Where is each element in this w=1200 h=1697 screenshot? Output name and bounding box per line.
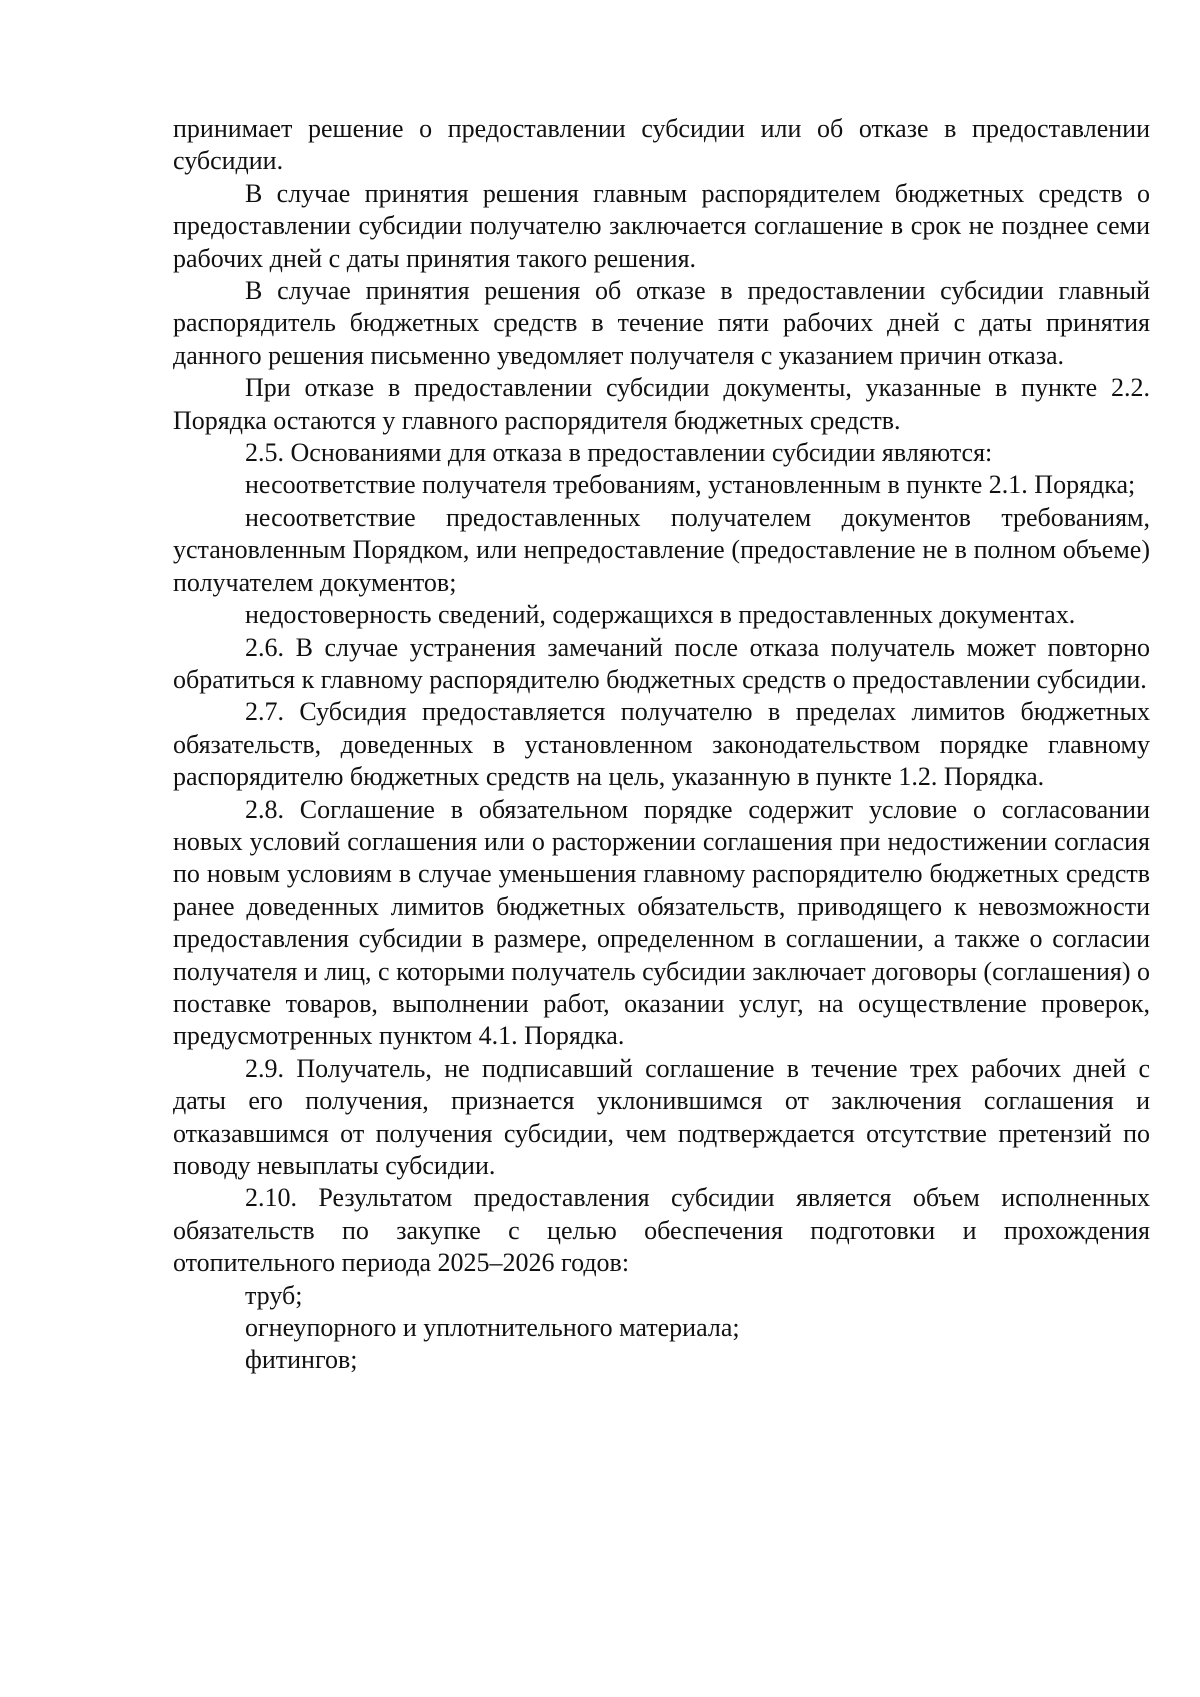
paragraph: несоответствие получателя требованиям, установленным в пункте 2.1. Порядка; [245,470,1136,500]
paragraph: 2.10. Результатом предоставления субсидии является объем исполненных обязательств по закупке с целью обеспечения подготовки и прохождения отопительного периода 2025–2026 годов: [173,1183,1150,1278]
list-item: фитингов; [245,1345,358,1375]
paragraph: 2.9. Получатель, не подписавший соглашение в течение трех рабочих дней с даты его получения, признается уклонившимся от заключения соглашения и отказавшимся от получения субсидии, чем подтверждается отсутствие претензий по поводу невыплаты субсидии. [173,1053,1150,1180]
list-item: труб; [245,1280,303,1310]
paragraph: 2.5. Основаниями для отказа в предоставлении субсидии являются: [245,438,993,468]
paragraph: несоответствие предоставленных получателем документов требованиям, установленным Порядком, или непредоставление (предоставление не в полном объеме) получателем документов; [173,502,1150,597]
paragraph: недостоверность сведений, содержащихся в предоставленных документах. [245,600,1076,630]
paragraph: принимает решение о предоставлении субсидии или об отказе в предоставлении субсидии. [173,114,1150,176]
paragraph: 2.6. В случае устранения замечаний после отказа получатель может повторно обратиться к главному распорядителю бюджетных средств о предоставлении субсидии. [173,632,1150,694]
paragraph: В случае принятия решения главным распорядителем бюджетных средств о предоставлении субсидии получателю заключается соглашение в срок не позднее семи рабочих дней с даты принятия такого решения. [173,178,1150,273]
list-item: огнеупорного и уплотнительного материала; [245,1313,740,1343]
paragraph: В случае принятия решения об отказе в предоставлении субсидии главный распорядитель бюджетных средств в течение пяти рабочих дней с даты принятия данного решения письменно уведомляет получателя с указанием причин отказа. [173,276,1150,370]
paragraph: 2.7. Субсидия предоставляется получателю в пределах лимитов бюджетных обязательств, доведенных в установленном законодательством порядке главному распорядителю бюджетных средств на цель, указанную в пункте 1.2. Порядка. [173,697,1150,792]
paragraph: При отказе в предоставлении субсидии документы, указанные в пункте 2.2. Порядка остаются у главного распорядителя бюджетных средств. [173,373,1150,435]
paragraph: 2.8. Соглашение в обязательном порядке содержит условие о согласовании новых условий соглашения или о расторжении соглашения при недостижении согласия по новым условиям в случае уменьшения главному распорядителю бюджетных средств ранее доведенных лимитов бюджетных обязательств, приводящего к невозможности предоставления субсидии в размере, определенном в соглашении, а также о согласии получателя и лиц, с которыми получатель субсидии заключает договоры (соглашения) о поставке товаров, выполнении работ, оказании услуг, на осуществление проверок, предусмотренных пунктом 4.1. Порядка. [173,794,1150,1051]
document-body [173,113,1150,1377]
